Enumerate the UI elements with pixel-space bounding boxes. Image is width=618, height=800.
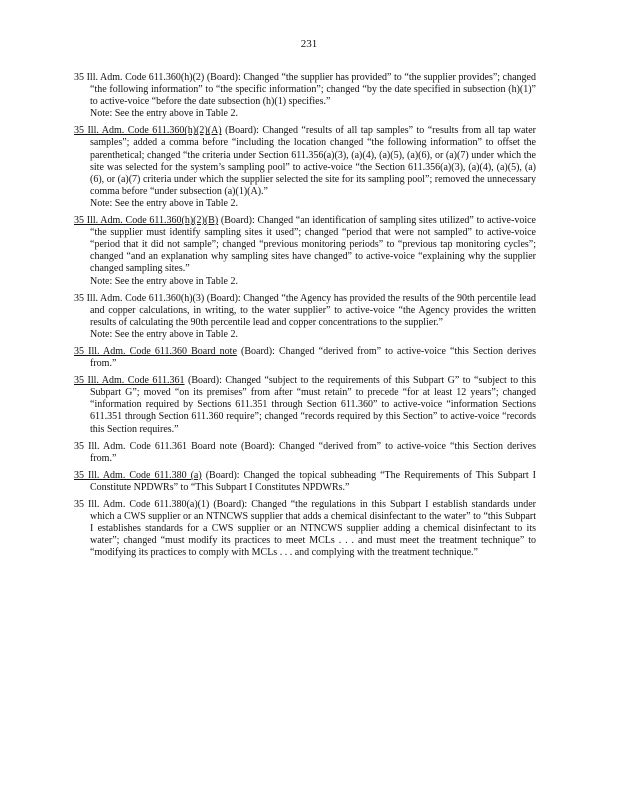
entry-citation: 35 Ill. Adm. Code 611.360 Board note <box>74 345 237 357</box>
document-body <box>74 72 536 564</box>
entry-citation: 35 Ill. Adm. Code 611.360(h)(3) <box>74 292 205 304</box>
entry-611-360-h-2-B <box>74 215 536 288</box>
entry-text: (Board): Changed “the Agency has provided the results of the 90th percentile lead and copper calculations, in writing, to the water supplier” to active-voice “the Agency provides the written results of calculating the 90th percentile lead and copper concentrations to the supplier.” <box>90 292 536 328</box>
entry-text: (Board): Changed “the supplier has provided” to “the supplier provides”; changed “the following information” to “the specific information”; changed “by the date specified in subsection (h)(1)” to active-voice “before the date subsection (h)(1) specifies.” <box>90 72 536 108</box>
entry-text: (Board): Changed “results of all tap samples” to “results from all tap water samples”; added a comma before “including the location changed “the following information” to offset the parenthetical; changed “the criteria under Section 611.356(a)(3), (a)(4), (a)(5), (a)(6), or (a)(7) under which the site was selected for the system’s sampling pool” to active-voice “the Section 611.356(a)(3), (a)(4), (a)(5), (a)(6), or (a)(7) criteria under which the supplier selected the site for its sampling pool”; removed the unnecessary comma before “under subsection (a)(1)(A).” <box>90 125 536 197</box>
entry-citation: 35 Ill. Adm. Code 611.360(h)(2)(B) <box>74 215 219 227</box>
entry-note: Note: See the entry above in Table 2. <box>90 108 238 120</box>
entry-text: (Board): Changed “an identification of sampling sites utilized” to active-voice “the supplier must identify sampling sites it used”; changed “period that were not sampled” to active-voice “period that it did not sample”; changed “previous monitoring periods” to “previous tap monitoring cycles”; changed “and an explanation why sampling sites have changed” to active-voice “explaining why the supplier changed sampling sites.” <box>90 215 536 275</box>
page-number: 231 <box>300 38 318 50</box>
entry-611-360-h-2 <box>74 72 536 120</box>
entry-611-360-board-note <box>74 346 536 370</box>
entry-text: (Board): Changed “derived from” to active-voice “this Section derives from.” <box>90 440 536 464</box>
entry-611-361 <box>74 375 536 435</box>
entry-citation: 35 Ill. Adm. Code 611.380 (a) <box>74 469 202 481</box>
entry-611-361-board-note <box>74 441 536 465</box>
entry-611-360-h-3 <box>74 293 536 341</box>
entry-note: Note: See the entry above in Table 2. <box>90 197 238 209</box>
entry-text: (Board): Changed the topical subheading “The Requirements of This Subpart I Constitute NPDWRs” to “This Subpart I Constitutes NPDWRs.” <box>90 469 537 493</box>
entry-text: (Board): Changed “the regulations in this Subpart I establish standards under which a CWS supplier or an NTNCWS supplier that adds a chemical disinfectant to the water” to “this Subpart I establishes standards for a CWS supplier or an NTNCWS supplier adding a chemical disinfectant to its water”; changed “must modify its practices to meet MCLs . . . and must meet the treatment technique” to “modifying its practices to comply with MCLs . . . and complying with the treatment technique.” <box>90 499 536 559</box>
entry-note: Note: See the entry above in Table 2. <box>90 275 238 287</box>
entry-text: (Board): Changed “subject to the requirements of this Subpart G” to “subject to this Subpart G”; moved “on its premises” from after “must retain” to precede “for at least 12 years”; changed “information required by Sections 611.351 through Section 611.360” to active-voice “information Sections 611.351 through Section 611.360 require”; changed “records required by this Section” to active-voice “records this Section requires.” <box>90 375 536 435</box>
entry-citation: 35 Ill. Adm. Code 611.361 <box>74 375 185 387</box>
entry-text: (Board): Changed “derived from” to active-voice “this Section derives from.” <box>90 345 536 370</box>
entry-citation: 35 Ill. Adm. Code 611.380(a)(1) <box>74 499 210 510</box>
entry-note: Note: See the entry above in Table 2. <box>90 328 238 340</box>
entry-citation: 35 Ill. Adm. Code 611.360(h)(2)(A) <box>74 125 222 137</box>
entry-citation: 35 Ill. Adm. Code 611.361 Board note <box>74 440 237 452</box>
entry-611-360-h-2-A <box>74 125 536 210</box>
entry-citation: 35 Ill. Adm. Code 611.360(h)(2) <box>74 72 205 83</box>
entry-611-380-a-1 <box>74 499 536 559</box>
entry-611-380-a <box>74 470 536 494</box>
